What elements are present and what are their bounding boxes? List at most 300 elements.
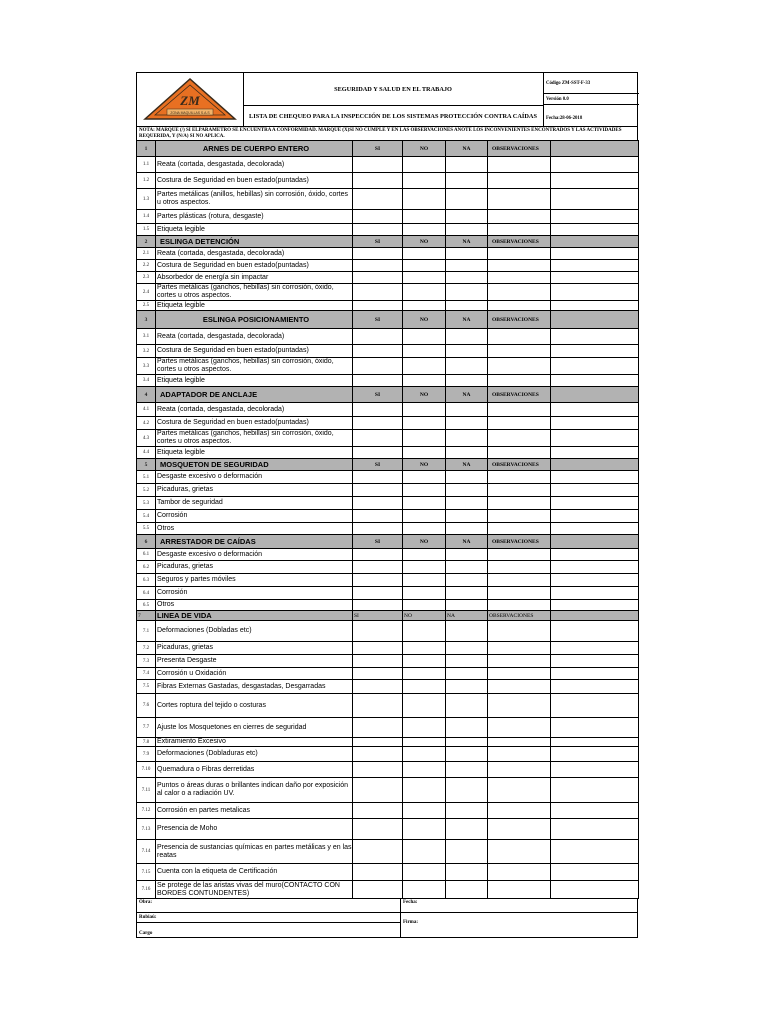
item-description: Etiqueta legible	[156, 375, 353, 387]
si-checkbox-cell[interactable]	[353, 718, 403, 738]
si-checkbox-cell[interactable]	[353, 864, 403, 881]
observaciones-cell[interactable]	[488, 881, 551, 899]
si-checkbox-cell[interactable]	[353, 447, 403, 459]
na-checkbox-cell[interactable]	[446, 345, 488, 358]
si-checkbox-cell[interactable]	[353, 668, 403, 680]
observaciones-cell[interactable]	[488, 248, 551, 260]
item-number: 2.4	[137, 284, 156, 301]
si-checkbox-cell[interactable]	[353, 173, 403, 189]
observaciones-cell[interactable]	[488, 284, 551, 301]
observaciones-cell[interactable]	[488, 417, 551, 430]
observaciones-cell[interactable]	[488, 694, 551, 718]
si-checkbox-cell[interactable]	[353, 561, 403, 574]
extra-cell[interactable]	[551, 523, 639, 535]
checklist-item-row	[137, 189, 639, 210]
no-checkbox-cell[interactable]	[403, 447, 446, 459]
item-number: 4.1	[137, 403, 156, 417]
section-number: 3	[137, 311, 156, 329]
si-checkbox-cell[interactable]	[353, 655, 403, 668]
si-checkbox-cell[interactable]	[353, 600, 403, 611]
na-checkbox-cell[interactable]	[446, 403, 488, 417]
no-checkbox-cell[interactable]	[403, 621, 446, 642]
item-description: Partes metálicas (anillos, hebillas) sin corrosión, óxido, cortes u otros aspectos.	[156, 189, 353, 210]
observaciones-cell[interactable]	[488, 574, 551, 587]
item-number: 7.13	[137, 819, 156, 840]
extra-cell[interactable]	[551, 329, 639, 345]
na-checkbox-cell[interactable]	[446, 272, 488, 284]
si-checkbox-cell[interactable]	[353, 510, 403, 523]
observaciones-cell[interactable]	[488, 778, 551, 803]
extra-cell[interactable]	[551, 587, 639, 600]
si-checkbox-cell[interactable]	[353, 260, 403, 272]
item-number: 5.5	[137, 523, 156, 535]
extra-cell[interactable]	[551, 173, 639, 189]
fecha-field[interactable]: Fecha:	[403, 900, 418, 905]
na-checkbox-cell[interactable]	[446, 574, 488, 587]
extra-cell[interactable]	[551, 210, 639, 224]
na-checkbox-cell[interactable]	[446, 803, 488, 819]
item-description: Costura de Seguridad en buen estado(puntadas)	[156, 417, 353, 430]
extra-cell[interactable]	[551, 840, 639, 864]
na-checkbox-cell[interactable]	[446, 358, 488, 375]
observaciones-cell[interactable]	[488, 471, 551, 484]
no-checkbox-cell[interactable]	[403, 484, 446, 497]
observaciones-cell[interactable]	[488, 762, 551, 778]
observaciones-cell[interactable]	[488, 484, 551, 497]
extra-cell[interactable]	[551, 189, 639, 210]
extra-cell[interactable]	[551, 510, 639, 523]
na-checkbox-cell[interactable]	[446, 680, 488, 694]
extra-cell[interactable]	[551, 301, 639, 311]
extra-cell[interactable]	[551, 248, 639, 260]
checklist-item-row	[137, 430, 639, 447]
si-checkbox-cell[interactable]	[353, 301, 403, 311]
extra-cell[interactable]	[551, 272, 639, 284]
observaciones-cell[interactable]	[488, 718, 551, 738]
na-checkbox-cell[interactable]	[446, 189, 488, 210]
na-checkbox-cell[interactable]	[446, 600, 488, 611]
na-checkbox-cell[interactable]	[446, 587, 488, 600]
no-checkbox-cell[interactable]	[403, 523, 446, 535]
no-checkbox-cell[interactable]	[403, 803, 446, 819]
no-checkbox-cell[interactable]	[403, 260, 446, 272]
no-checkbox-cell[interactable]	[403, 778, 446, 803]
extra-cell[interactable]	[551, 471, 639, 484]
item-number: 6.3	[137, 574, 156, 587]
column-na-label: NA	[446, 236, 488, 248]
extra-cell[interactable]	[551, 260, 639, 272]
item-number: 7.10	[137, 762, 156, 778]
item-number: 6.1	[137, 549, 156, 561]
na-checkbox-cell[interactable]	[446, 484, 488, 497]
extra-cell[interactable]	[551, 778, 639, 803]
si-checkbox-cell[interactable]	[353, 210, 403, 224]
obra-field[interactable]: Obra:	[137, 899, 401, 912]
column-observaciones-label: OBSERVACIONES	[488, 311, 551, 329]
na-checkbox-cell[interactable]	[446, 248, 488, 260]
no-checkbox-cell[interactable]	[403, 600, 446, 611]
item-description: Picaduras, grietas	[156, 642, 353, 655]
extra-cell[interactable]	[551, 881, 639, 899]
logo-text: ZM	[180, 93, 200, 108]
item-description: Reata (cortada, desgastada, decolorada)	[156, 157, 353, 173]
extra-cell[interactable]	[551, 819, 639, 840]
item-description: Partes metálicas (ganchos, hebillas) sin corrosión, óxido, cortes u otros aspectos.	[156, 358, 353, 375]
cargo-field[interactable]: Cargo	[139, 931, 153, 936]
section-header-row	[137, 611, 639, 621]
no-checkbox-cell[interactable]	[403, 284, 446, 301]
checklist-item-row	[137, 762, 639, 778]
extra-cell[interactable]	[551, 747, 639, 762]
item-description: Corrosión en partes metalicas	[156, 803, 353, 819]
extra-cell[interactable]	[551, 345, 639, 358]
si-checkbox-cell[interactable]	[353, 738, 403, 747]
na-checkbox-cell[interactable]	[446, 173, 488, 189]
checklist-item-row	[137, 173, 639, 189]
si-checkbox-cell[interactable]	[353, 224, 403, 236]
section-spacer	[551, 311, 639, 329]
si-checkbox-cell[interactable]	[353, 574, 403, 587]
si-checkbox-cell[interactable]	[353, 587, 403, 600]
no-checkbox-cell[interactable]	[403, 272, 446, 284]
no-checkbox-cell[interactable]	[403, 587, 446, 600]
na-checkbox-cell[interactable]	[446, 301, 488, 311]
extra-cell[interactable]	[551, 484, 639, 497]
observaciones-cell[interactable]	[488, 301, 551, 311]
no-checkbox-cell[interactable]	[403, 497, 446, 510]
no-checkbox-cell[interactable]	[403, 329, 446, 345]
extra-cell[interactable]	[551, 561, 639, 574]
section-title: ESLINGA POSICIONAMIENTO	[156, 311, 353, 329]
extra-cell[interactable]	[551, 375, 639, 387]
section-number: 7	[137, 611, 156, 621]
no-checkbox-cell[interactable]	[403, 747, 446, 762]
si-checkbox-cell[interactable]	[353, 417, 403, 430]
si-checkbox-cell[interactable]	[353, 803, 403, 819]
no-checkbox-cell[interactable]	[403, 549, 446, 561]
no-checkbox-cell[interactable]	[403, 248, 446, 260]
item-number: 2.1	[137, 248, 156, 260]
si-checkbox-cell[interactable]	[353, 694, 403, 718]
extra-cell[interactable]	[551, 718, 639, 738]
no-checkbox-cell[interactable]	[403, 403, 446, 417]
na-checkbox-cell[interactable]	[446, 284, 488, 301]
extra-cell[interactable]	[551, 574, 639, 587]
document-code: Código ZM-SST-F-33	[544, 73, 639, 94]
observaciones-cell[interactable]	[488, 738, 551, 747]
observaciones-cell[interactable]	[488, 523, 551, 535]
checklist-table	[136, 140, 639, 899]
extra-cell[interactable]	[551, 680, 639, 694]
observaciones-cell[interactable]	[488, 840, 551, 864]
na-checkbox-cell[interactable]	[446, 621, 488, 642]
checklist-item-row	[137, 497, 639, 510]
si-checkbox-cell[interactable]	[353, 284, 403, 301]
extra-cell[interactable]	[551, 762, 639, 778]
si-checkbox-cell[interactable]	[353, 157, 403, 173]
column-no-label: NO	[403, 387, 446, 403]
no-checkbox-cell[interactable]	[403, 574, 446, 587]
observaciones-cell[interactable]	[488, 600, 551, 611]
extra-cell[interactable]	[551, 655, 639, 668]
na-checkbox-cell[interactable]	[446, 549, 488, 561]
no-checkbox-cell[interactable]	[403, 840, 446, 864]
na-checkbox-cell[interactable]	[446, 417, 488, 430]
na-checkbox-cell[interactable]	[446, 762, 488, 778]
na-checkbox-cell[interactable]	[446, 430, 488, 447]
na-checkbox-cell[interactable]	[446, 747, 488, 762]
si-checkbox-cell[interactable]	[353, 329, 403, 345]
checklist-item-row	[137, 621, 639, 642]
extra-cell[interactable]	[551, 284, 639, 301]
document-date: Fecha:28-06-2018	[546, 116, 583, 121]
na-checkbox-cell[interactable]	[446, 718, 488, 738]
firma-field[interactable]: Firma:	[403, 920, 418, 925]
no-checkbox-cell[interactable]	[403, 210, 446, 224]
extra-cell[interactable]	[551, 447, 639, 459]
na-checkbox-cell[interactable]	[446, 738, 488, 747]
observaciones-cell[interactable]	[488, 345, 551, 358]
no-checkbox-cell[interactable]	[403, 430, 446, 447]
extra-cell[interactable]	[551, 403, 639, 417]
extra-cell[interactable]	[551, 157, 639, 173]
observaciones-cell[interactable]	[488, 803, 551, 819]
item-number: 7.4	[137, 668, 156, 680]
na-checkbox-cell[interactable]	[446, 510, 488, 523]
no-checkbox-cell[interactable]	[403, 668, 446, 680]
no-checkbox-cell[interactable]	[403, 173, 446, 189]
na-checkbox-cell[interactable]	[446, 329, 488, 345]
item-number: 7.9	[137, 747, 156, 762]
si-checkbox-cell[interactable]	[353, 248, 403, 260]
na-checkbox-cell[interactable]	[446, 840, 488, 864]
extra-cell[interactable]	[551, 668, 639, 680]
observaciones-cell[interactable]	[488, 621, 551, 642]
si-checkbox-cell[interactable]	[353, 747, 403, 762]
na-checkbox-cell[interactable]	[446, 694, 488, 718]
no-checkbox-cell[interactable]	[403, 157, 446, 173]
item-number: 7.12	[137, 803, 156, 819]
extra-cell[interactable]	[551, 600, 639, 611]
no-checkbox-cell[interactable]	[403, 694, 446, 718]
no-checkbox-cell[interactable]	[403, 680, 446, 694]
na-checkbox-cell[interactable]	[446, 561, 488, 574]
extra-cell[interactable]	[551, 642, 639, 655]
observaciones-cell[interactable]	[488, 864, 551, 881]
observaciones-cell[interactable]	[488, 260, 551, 272]
no-checkbox-cell[interactable]	[403, 417, 446, 430]
no-checkbox-cell[interactable]	[403, 301, 446, 311]
no-checkbox-cell[interactable]	[403, 561, 446, 574]
section-spacer	[551, 236, 639, 248]
no-checkbox-cell[interactable]	[403, 738, 446, 747]
observaciones-cell[interactable]	[488, 655, 551, 668]
extra-cell[interactable]	[551, 549, 639, 561]
no-checkbox-cell[interactable]	[403, 655, 446, 668]
column-si-label: SI	[353, 535, 403, 549]
si-checkbox-cell[interactable]	[353, 345, 403, 358]
extra-cell[interactable]	[551, 224, 639, 236]
observaciones-cell[interactable]	[488, 642, 551, 655]
observaciones-cell[interactable]	[488, 375, 551, 387]
no-checkbox-cell[interactable]	[403, 375, 446, 387]
extra-cell[interactable]	[551, 864, 639, 881]
item-description: Costura de Seguridad en buen estado(puntadas)	[156, 173, 353, 189]
observaciones-cell[interactable]	[488, 587, 551, 600]
checklist-item-row	[137, 447, 639, 459]
observaciones-cell[interactable]	[488, 358, 551, 375]
si-checkbox-cell[interactable]	[353, 471, 403, 484]
si-checkbox-cell[interactable]	[353, 621, 403, 642]
si-checkbox-cell[interactable]	[353, 403, 403, 417]
na-checkbox-cell[interactable]	[446, 157, 488, 173]
si-checkbox-cell[interactable]	[353, 430, 403, 447]
si-checkbox-cell[interactable]	[353, 881, 403, 899]
observaciones-cell[interactable]	[488, 497, 551, 510]
no-checkbox-cell[interactable]	[403, 345, 446, 358]
observaciones-cell[interactable]	[488, 447, 551, 459]
extra-cell[interactable]	[551, 497, 639, 510]
si-checkbox-cell[interactable]	[353, 680, 403, 694]
observaciones-cell[interactable]	[488, 561, 551, 574]
extra-cell[interactable]	[551, 430, 639, 447]
na-checkbox-cell[interactable]	[446, 864, 488, 881]
na-checkbox-cell[interactable]	[446, 881, 488, 899]
si-checkbox-cell[interactable]	[353, 778, 403, 803]
extra-cell[interactable]	[551, 358, 639, 375]
no-checkbox-cell[interactable]	[403, 642, 446, 655]
section-spacer	[551, 387, 639, 403]
rubian-field[interactable]: Rubiaú:	[137, 913, 400, 923]
item-description: Picaduras, grietas	[156, 561, 353, 574]
item-description: Etiqueta legible	[156, 224, 353, 236]
item-description: Corrosión	[156, 510, 353, 523]
section-title: ESLINGA DETENCIÓN	[156, 236, 353, 248]
item-description: Corrosión u Oxidación	[156, 668, 353, 680]
no-checkbox-cell[interactable]	[403, 510, 446, 523]
no-checkbox-cell[interactable]	[403, 471, 446, 484]
na-checkbox-cell[interactable]	[446, 819, 488, 840]
section-header-row	[137, 311, 639, 329]
item-description: Cortes roptura del tejido o costuras	[156, 694, 353, 718]
na-checkbox-cell[interactable]	[446, 523, 488, 535]
no-checkbox-cell[interactable]	[403, 189, 446, 210]
observaciones-cell[interactable]	[488, 403, 551, 417]
observaciones-cell[interactable]	[488, 210, 551, 224]
observaciones-cell[interactable]	[488, 189, 551, 210]
no-checkbox-cell[interactable]	[403, 358, 446, 375]
observaciones-cell[interactable]	[488, 680, 551, 694]
column-no-label: NO	[403, 311, 446, 329]
observaciones-cell[interactable]	[488, 668, 551, 680]
item-number: 4.4	[137, 447, 156, 459]
section-spacer	[551, 535, 639, 549]
extra-cell[interactable]	[551, 621, 639, 642]
si-checkbox-cell[interactable]	[353, 375, 403, 387]
observaciones-cell[interactable]	[488, 819, 551, 840]
item-number: 7.16	[137, 881, 156, 899]
checklist-item-row	[137, 260, 639, 272]
si-checkbox-cell[interactable]	[353, 358, 403, 375]
checklist-item-row	[137, 248, 639, 260]
no-checkbox-cell[interactable]	[403, 762, 446, 778]
no-checkbox-cell[interactable]	[403, 819, 446, 840]
si-checkbox-cell[interactable]	[353, 523, 403, 535]
observaciones-cell[interactable]	[488, 329, 551, 345]
observaciones-cell[interactable]	[488, 157, 551, 173]
si-checkbox-cell[interactable]	[353, 762, 403, 778]
si-checkbox-cell[interactable]	[353, 549, 403, 561]
section-spacer	[551, 611, 639, 621]
observaciones-cell[interactable]	[488, 510, 551, 523]
na-checkbox-cell[interactable]	[446, 471, 488, 484]
si-checkbox-cell[interactable]	[353, 819, 403, 840]
item-description: Puntos o áreas duras o brillantes indican daño por exposición al calor o a radiación UV.	[156, 778, 353, 803]
observaciones-cell[interactable]	[488, 747, 551, 762]
section-title: ARNES DE CUERPO ENTERO	[156, 141, 353, 157]
observaciones-cell[interactable]	[488, 430, 551, 447]
item-number: 1.5	[137, 224, 156, 236]
observaciones-cell[interactable]	[488, 173, 551, 189]
si-checkbox-cell[interactable]	[353, 497, 403, 510]
no-checkbox-cell[interactable]	[403, 224, 446, 236]
na-checkbox-cell[interactable]	[446, 375, 488, 387]
si-checkbox-cell[interactable]	[353, 189, 403, 210]
na-checkbox-cell[interactable]	[446, 497, 488, 510]
na-checkbox-cell[interactable]	[446, 642, 488, 655]
na-checkbox-cell[interactable]	[446, 668, 488, 680]
na-checkbox-cell[interactable]	[446, 655, 488, 668]
item-description: Tambor de seguridad	[156, 497, 353, 510]
section-header-row	[137, 387, 639, 403]
extra-cell[interactable]	[551, 803, 639, 819]
na-checkbox-cell[interactable]	[446, 210, 488, 224]
column-observaciones-label: OBSERVACIONES	[488, 387, 551, 403]
item-description: Costura de Seguridad en buen estado(puntadas)	[156, 345, 353, 358]
no-checkbox-cell[interactable]	[403, 718, 446, 738]
observaciones-cell[interactable]	[488, 272, 551, 284]
no-checkbox-cell[interactable]	[403, 881, 446, 899]
item-number: 7.3	[137, 655, 156, 668]
column-no-label: NO	[403, 236, 446, 248]
item-description: Picaduras, grietas	[156, 484, 353, 497]
column-no-label: NO	[403, 141, 446, 157]
si-checkbox-cell[interactable]	[353, 840, 403, 864]
item-number: 2.5	[137, 301, 156, 311]
na-checkbox-cell[interactable]	[446, 447, 488, 459]
si-checkbox-cell[interactable]	[353, 272, 403, 284]
si-checkbox-cell[interactable]	[353, 484, 403, 497]
na-checkbox-cell[interactable]	[446, 224, 488, 236]
item-description: Desgaste excesivo o deformación	[156, 471, 353, 484]
item-number: 3.1	[137, 329, 156, 345]
section-title: LINEA DE VIDA	[156, 611, 353, 621]
na-checkbox-cell[interactable]	[446, 778, 488, 803]
item-description: Otros	[156, 523, 353, 535]
section-header-row	[137, 141, 639, 157]
no-checkbox-cell[interactable]	[403, 864, 446, 881]
na-checkbox-cell[interactable]	[446, 260, 488, 272]
observaciones-cell[interactable]	[488, 224, 551, 236]
checklist-item-row	[137, 549, 639, 561]
extra-cell[interactable]	[551, 417, 639, 430]
extra-cell[interactable]	[551, 694, 639, 718]
observaciones-cell[interactable]	[488, 549, 551, 561]
si-checkbox-cell[interactable]	[353, 642, 403, 655]
checklist-item-row	[137, 375, 639, 387]
item-description: Otros	[156, 600, 353, 611]
extra-cell[interactable]	[551, 738, 639, 747]
